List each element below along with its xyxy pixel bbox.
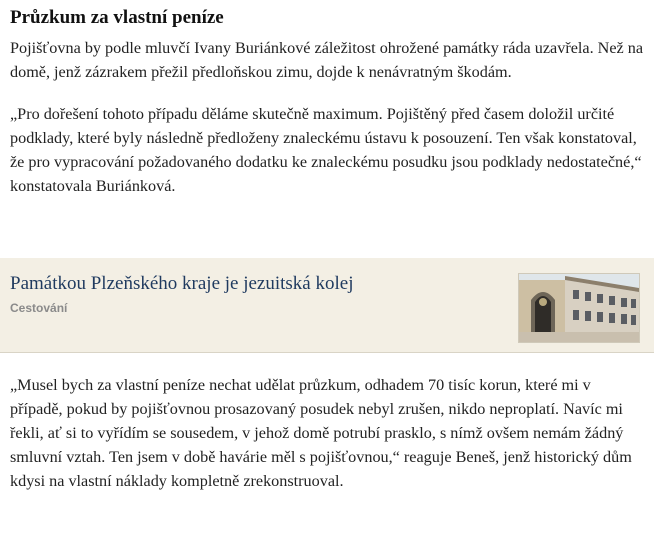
related-article-link[interactable]: Památkou Plzeňského kraje je jezuitská kolej [10,273,354,294]
building-photo-image [519,274,639,342]
article-paragraph: „Musel bych za vlastní peníze nechat udělat průzkum, odhadem 70 tisíc korun, které mi v případě, pokud by pojišťovnou prosazovaný posudek nebyl zrušen, nikdo neproplatí. Navíc mi řekli, ať si to vyřídím se sousedem, v jehož domě potrubí prasklo, s nímž ovšem nemám žádný smluvní vztah. Ten jsem v době havárie měl s pojišťovnou,“ reaguje Beneš, jenž historický dům kdysi na vlastní náklady kompletně zrekonstruoval. [10,376,632,490]
article-section-top [10,6,646,198]
related-article-category[interactable]: Cestování [10,301,68,315]
article-paragraph: „Pro dořešení tohoto případu děláme skutečně maximum. Pojištěný před časem doložil určité podklady, které byly následně předloženy znaleckému ústavu k posouzení. Ten však konstatoval, že pro vypracování požadovaného dodatku ke znaleckému posudku jsou podklady nedostatečné,“ konstatovala Buriánková. [10,105,642,195]
related-article-promo[interactable] [0,258,654,353]
building-photo-icon[interactable] [518,273,640,343]
article-section-bottom [10,373,646,493]
section-heading: Průzkum za vlastní peníze [10,7,224,28]
article-paragraph: Pojišťovna by podle mluvčí Ivany Buriánkové záležitost ohrožené památky ráda uzavřela. Než na domě, jenž zázrakem přežil předloňskou zimu, dojde k nenávratným škodám. [10,39,644,81]
